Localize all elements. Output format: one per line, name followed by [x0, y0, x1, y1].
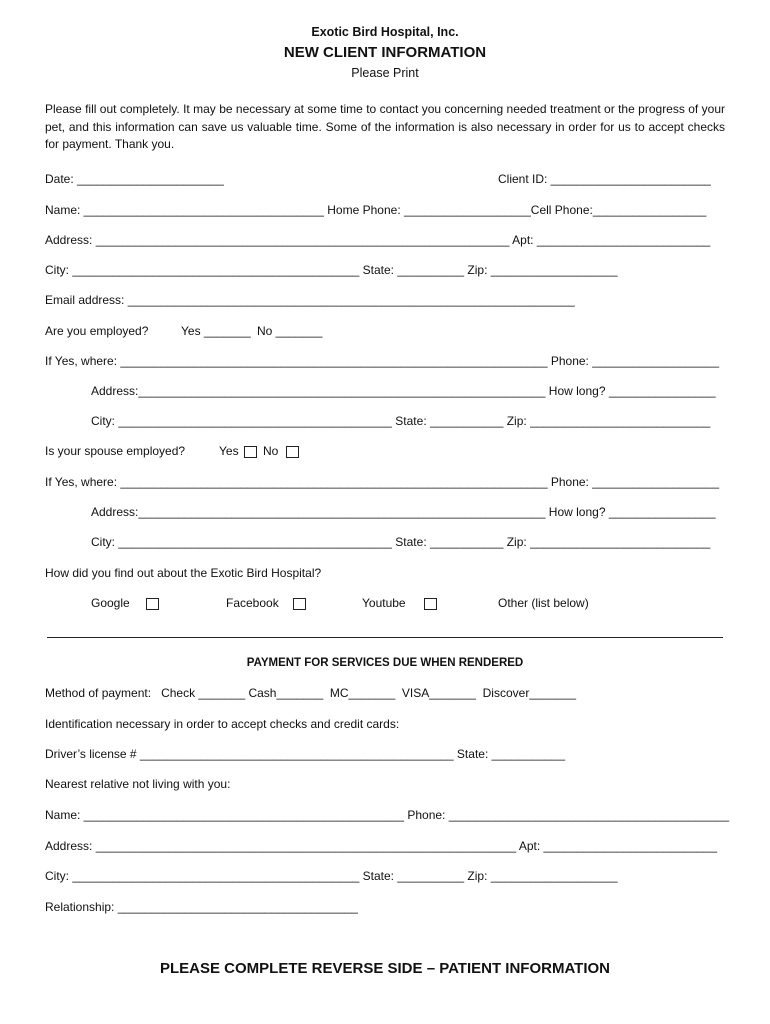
google-checkbox[interactable] — [146, 598, 159, 610]
facebook-checkbox[interactable] — [293, 598, 306, 610]
client-id-field[interactable]: Client ID: ________________________ — [498, 172, 711, 186]
address-line[interactable]: Address: ______________________________________________________________ Apt: __________________________ — [45, 233, 711, 247]
employed-question: Are you employed? — [45, 324, 149, 338]
date-field[interactable]: Date: ______________________ — [45, 172, 224, 186]
other-label: Other (list below) — [498, 596, 589, 610]
email-field[interactable]: Email address: ___________________________________________________________________ — [45, 293, 575, 307]
spouse-where-line[interactable]: If Yes, where: ________________________________________________________________ Phone: ___________________ — [45, 475, 720, 489]
youtube-label: Youtube — [362, 596, 406, 610]
spouse-yes-checkbox[interactable] — [244, 446, 257, 458]
employed-yes-field[interactable]: Yes _______ — [181, 324, 251, 338]
id-note: Identification necessary in order to accept checks and credit cards: — [45, 717, 400, 731]
spouse-no-label: No — [263, 444, 279, 458]
relative-heading: Nearest relative not living with you: — [45, 777, 231, 791]
intro-paragraph: Please fill out completely. It may be necessary at some time to contact you concerning needed treatment or the progress of your pet, and this information can save us valuable time. Some of the information is also necessary in order for us to accept checks for payment. Thank you. — [45, 102, 725, 151]
footer-note: PLEASE COMPLETE REVERSE SIDE – PATIENT INFORMATION — [159, 960, 611, 977]
referral-question: How did you find out about the Exotic Bird Hospital? — [45, 566, 322, 580]
payment-heading: PAYMENT FOR SERVICES DUE WHEN RENDERED — [246, 657, 524, 669]
employer-address-line[interactable]: Address:_____________________________________________________________ How long? ________________ — [91, 384, 716, 398]
google-label: Google — [91, 596, 130, 610]
relative-name-line[interactable]: Name: ________________________________________________ Phone: __________________________________________ — [45, 808, 730, 822]
relationship-line[interactable]: Relationship: ____________________________________ — [45, 900, 358, 914]
youtube-checkbox[interactable] — [424, 598, 437, 610]
form-subtitle: Please Print — [351, 66, 419, 80]
drivers-license-line[interactable]: Driver’s license # _______________________________________________ State: ___________ — [45, 747, 566, 761]
spouse-employed-question: Is your spouse employed? — [45, 444, 186, 458]
payment-method-line[interactable]: Method of payment: Check _______ Cash_______ MC_______ VISA_______ Discover_______ — [45, 686, 577, 700]
spouse-no-checkbox[interactable] — [286, 446, 299, 458]
section-divider — [47, 637, 723, 638]
relative-city-line[interactable]: City: ___________________________________________ State: __________ Zip: ___________________ — [45, 869, 618, 883]
employer-where-line[interactable]: If Yes, where: ________________________________________________________________ Phone: ___________________ — [45, 354, 720, 368]
city-state-zip-line[interactable]: City: ___________________________________________ State: __________ Zip: ___________________ — [45, 263, 618, 277]
relative-address-line[interactable]: Address: _______________________________________________________________ Apt: __________________________ — [45, 839, 718, 853]
name-phone-line[interactable]: Name: ____________________________________ Home Phone: ___________________Cell Phone:_________________ — [45, 203, 707, 217]
form-title: NEW CLIENT INFORMATION — [283, 44, 487, 61]
spouse-address-line[interactable]: Address:_____________________________________________________________ How long? ________________ — [91, 505, 716, 519]
organization-name: Exotic Bird Hospital, Inc. — [311, 25, 459, 39]
spouse-city-line[interactable]: City: _________________________________________ State: ___________ Zip: ___________________________ — [91, 535, 711, 549]
employed-no-field[interactable]: No _______ — [257, 324, 323, 338]
employer-city-line[interactable]: City: _________________________________________ State: ___________ Zip: ___________________________ — [91, 414, 711, 428]
spouse-yes-label: Yes — [219, 444, 239, 458]
facebook-label: Facebook — [226, 596, 279, 610]
